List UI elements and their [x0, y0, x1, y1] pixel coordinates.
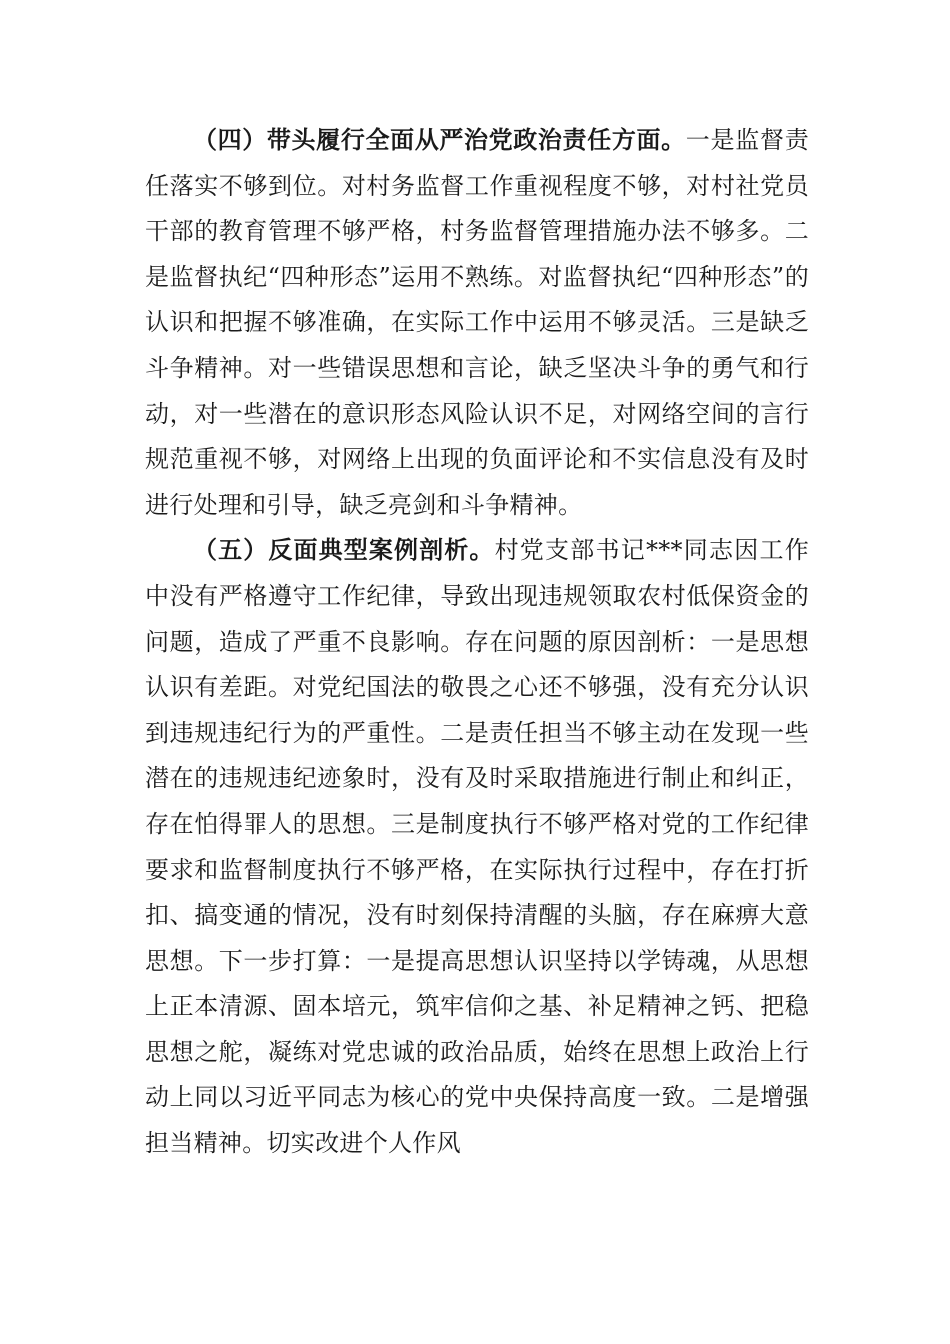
paragraph-five — [145, 528, 809, 1166]
paragraph-heading: （五）反面典型案例剖析。 — [193, 536, 495, 565]
paragraph-text: 一是监督责任落实不够到位。对村务监督工作重视程度不够，对村社党员干部的教育管理不够严格，村务监督管理措施办法不够多。二是监督执纪“四种形态”运用不熟练。对监督执纪“四种形态”的认识和把握不够准确，在实际工作中运用不够灵活。三是缺乏斗争精神。对一些错误思想和言论，缺乏坚决斗争的勇气和行动，对一些潜在的意识形态风险认识不足，对网络空间的言行规范重视不够，对网络上出现的负面评论和不实信息没有及时进行处理和引导，缺乏亮剑和斗争精神。 — [145, 126, 809, 519]
paragraph-heading: （四）带头履行全面从严治党政治责任方面。 — [193, 126, 686, 154]
document-body — [145, 118, 809, 1167]
paragraph-text: 村党支部书记***同志因工作中没有严格遵守工作纪律，导致出现违规领取农村低保资金的问题，造成了严重不良影响。存在问题的原因剖析：一是思想认识有差距。对党纪国法的敬畏之心还不够强，没有充分认识到违规违纪行为的严重性。二是责任担当不够主动在发现一些潜在的违规违纪迹象时，没有及时采取措施进行制止和纠正，存在怕得罪人的思想。三是制度执行不够严格对党的工作纪律要求和监督制度执行不够严格，在实际执行过程中，存在打折扣、搞变通的情况，没有时刻保持清醒的头脑，存在麻痹大意思想。下一步打算：一是提高思想认识坚持以学铸魂，从思想上正本清源、固本培元，筑牢信仰之基、补足精神之钙、把稳思想之舵，凝练对党忠诚的政治品质，始终在思想上政治上行动上同以习近平同志为核心的党中央保持高度一致。二是增强担当精神。切实改进个人作风 — [145, 536, 809, 1158]
paragraph-four — [145, 118, 809, 528]
